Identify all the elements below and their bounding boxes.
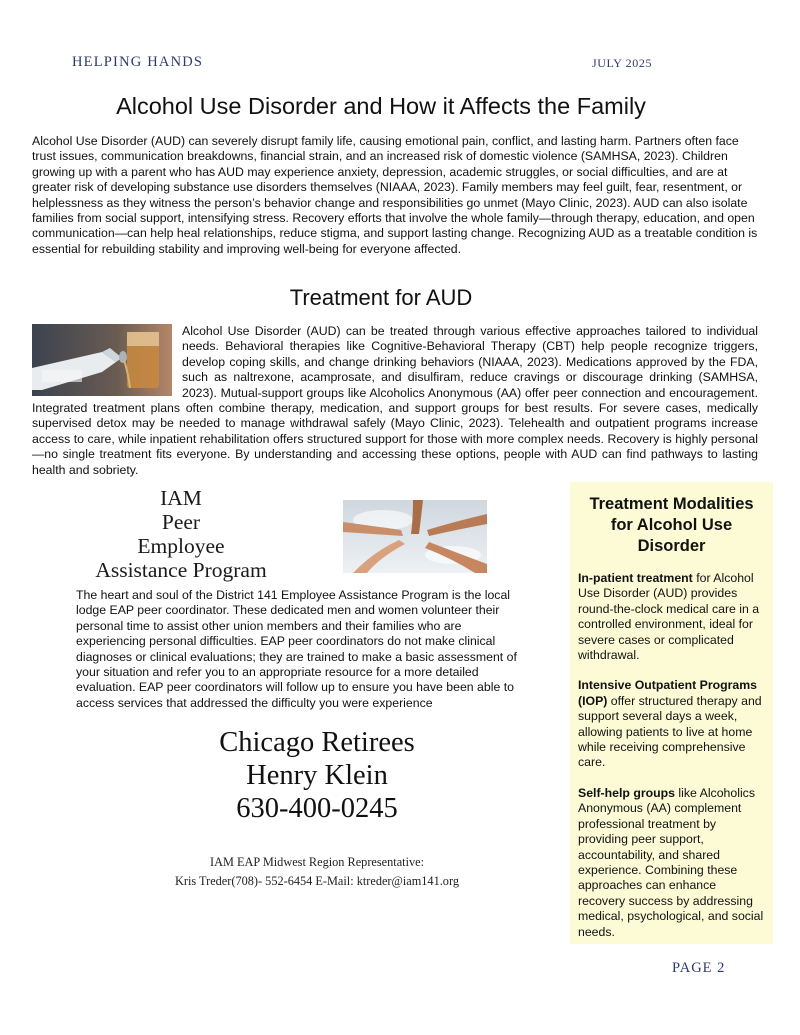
eap-title-line: IAM (160, 486, 202, 510)
sidebar-section-self-help (578, 786, 765, 940)
eap-title-line: Assistance Program (95, 558, 267, 582)
rep-title: IAM EAP Midwest Region Representative: (209, 855, 425, 869)
treatment-modalities-sidebar (570, 482, 773, 944)
reaching-hands-photo-icon (343, 500, 487, 573)
eap-program-title (80, 486, 282, 582)
contact-name: Henry Klein (246, 760, 388, 791)
article-title-treatment: Treatment for AUD (289, 285, 473, 310)
sidebar-section-inpatient (578, 571, 765, 663)
sidebar-term: In-patient treatment (578, 571, 693, 585)
sidebar-text: for Alcohol Use Disorder (AUD) provides round-the-clock medical care in a controlled environment, ideal for severe cases or complicated withdrawal. (578, 571, 760, 663)
article-title-aud-family: Alcohol Use Disorder and How it Affects the Family (116, 93, 646, 119)
eap-title-line: Peer (161, 510, 201, 534)
sidebar-section-iop (578, 678, 765, 770)
pouring-liquor-photo-icon (32, 324, 172, 396)
sidebar-text: offer structured therapy and support several days a week, allowing patients to live at home while receiving comprehensive care. (578, 693, 762, 770)
sidebar-term: Intensive Outpatient Programs (IOP) (578, 678, 758, 708)
sidebar-title: Treatment Modalities for Alcohol Use Disorder (589, 495, 754, 555)
rep-contact-line: Kris Treder(708)- 552-6454 E-Mail: ktreder@iam141.org (175, 874, 459, 888)
eap-description: The heart and soul of the District 141 Employee Assistance Program is the local lodge EAP peer coordinator. These dedicated men and women volunteer their personal time to assist other union members and their families who are experiencing personal difficulties. EAP peer coordinators do not make clinical diagnoses or clinical evaluations; they are trained to make a basic assessment of your situation and refer you to an appropriate resource for a more detailed evaluation. EAP peer coordinators will follow up to ensure you have been able to access services that addressed the difficulty you were experience (76, 588, 517, 710)
sidebar-text: like Alcoholics Anonymous (AA) complement professional treatment by providing peer support, accountability, and shared experience. Combining these approaches can enhance recovery success by addressing medical, psychological, and social needs. (578, 785, 764, 939)
regional-representative (0, 853, 634, 891)
eap-title-line: Employee (137, 534, 225, 558)
newsletter-name: HELPING HANDS (72, 54, 204, 70)
treatment-article (32, 324, 758, 478)
page-number: PAGE 2 (672, 960, 726, 976)
sidebar-term: Self-help groups (578, 785, 676, 800)
article-body-aud-family: Alcohol Use Disorder (AUD) can severely disrupt family life, causing emotional pain, conflict, and lasting harm. Partners often face trust issues, communication breakdowns, financial strain, and an increased risk of domestic violence (SAMHSA, 2023). Children growing up with a parent who has AUD may experience anxiety, depression, academic struggles, or social difficulties, and are at greater risk of developing substance use disorders themselves (NIAAA, 2023). Family members may feel guilt, fear, resentment, or helplessness as they witness the person’s behavior change and responsibilities go unmet (Mayo Clinic, 2023). AUD can also isolate families from social support, intensifying stress. Recovery efforts that involve the whole family—through therapy, education, and open communication—can help heal relationships, reduce stigma, and support lasting change. Recognizing AUD as a treatable condition is essential for rebuilding stability and improving well-being for everyone affected. (32, 134, 758, 256)
contact-phone: 630-400-0245 (236, 793, 398, 824)
article-body-treatment: Alcohol Use Disorder (AUD) can be treated through various effective approaches tailored to individual needs. Behavioral therapies like Cognitive-Behavioral Therapy (CBT) help people recognize triggers, develop coping skills, and change drinking behaviors (NIAAA, 2023). Medications approved by the FDA, such as naltrexone, acamprosate, and disulfiram, reduce cravings or discourage drinking (SAMHSA, 2023). Mutual-support groups like Alcoholics Anonymous (AA) offer peer connection and encouragement. Integrated treatment plans often combine therapy, medication, and support groups for best results. For severe cases, medically supervised detox may be needed to manage withdrawal safely (Mayo Clinic, 2023). Telehealth and outpatient programs increase access to care, while inpatient rehabilitation offers structured support for those with more complex needs. Recovery is highly personal—no single treatment fits everyone. By understanding and accessing these options, people with AUD can find pathways to lasting health and sobriety. (32, 324, 758, 477)
issue-date: JULY 2025 (592, 56, 653, 70)
contact-group: Chicago Retirees (219, 727, 415, 758)
contact-block (0, 726, 634, 825)
